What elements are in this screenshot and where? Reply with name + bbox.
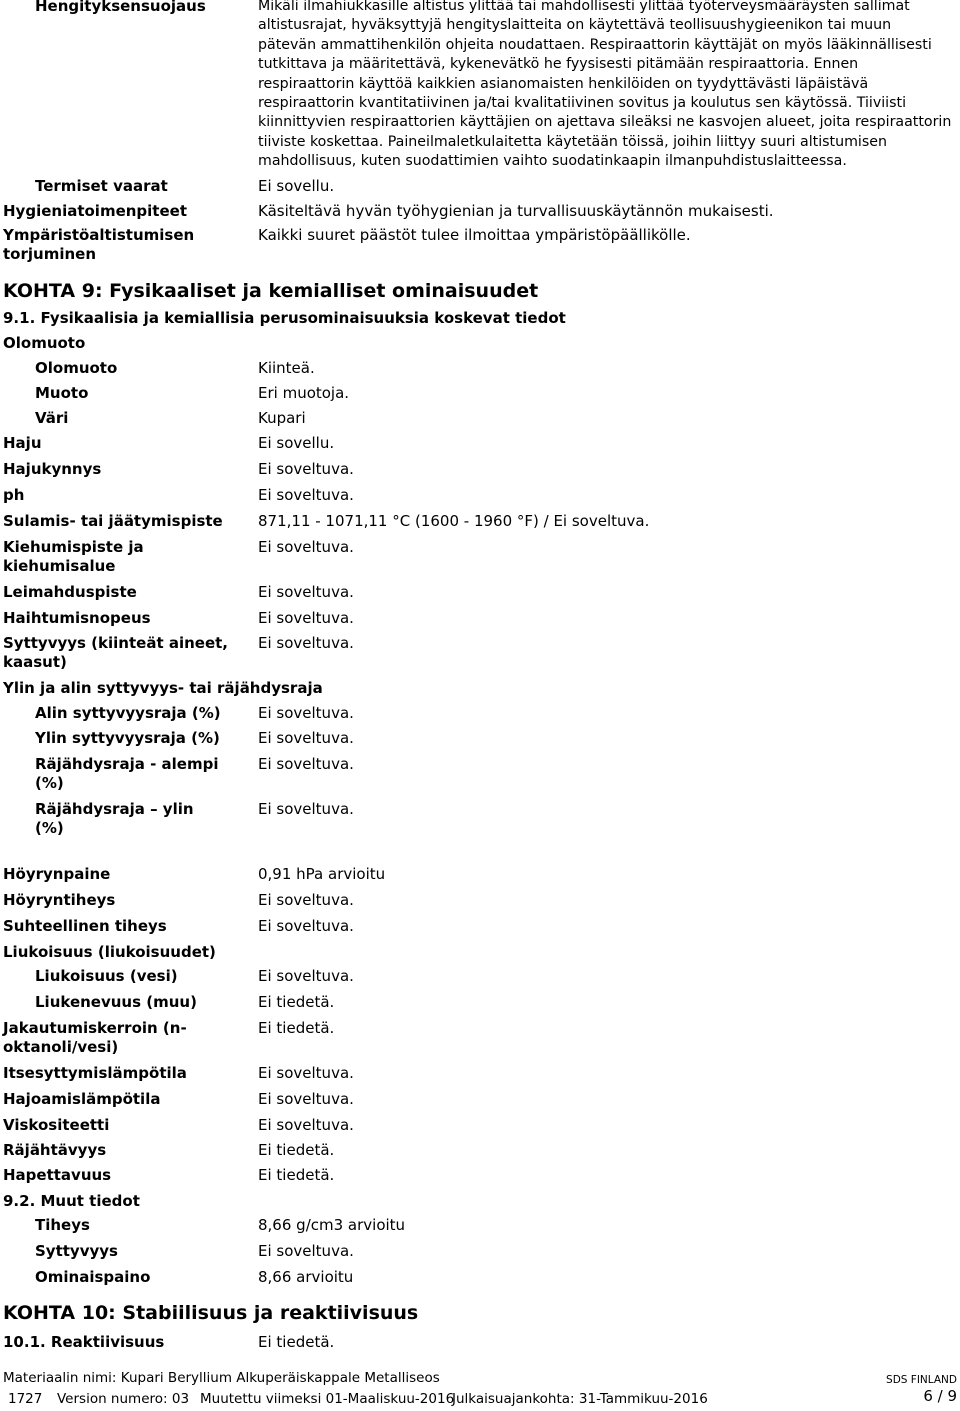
haju-label: Haju <box>3 434 42 452</box>
alin-value: Ei soveltuva. <box>258 704 354 722</box>
reaktiivisuus-label: 10.1. Reaktiivisuus <box>3 1333 165 1351</box>
liuk-vesi-label: Liukoisuus (vesi) <box>35 967 178 985</box>
suht-tiheys-label: Suhteellinen tiheys <box>3 917 167 935</box>
footer-sds: SDS FINLAND <box>886 1374 957 1386</box>
ph-value: Ei soveltuva. <box>258 486 354 504</box>
raj-alempi-label: Räjähdysraja - alempi (%) <box>35 755 219 792</box>
viskositeetti-label: Viskositeetti <box>3 1116 110 1134</box>
liukoisuus-group: Liukoisuus (liukoisuudet) <box>3 943 216 961</box>
raja-group: Ylin ja alin syttyvyys- tai räjähdysraja <box>3 679 323 697</box>
hoyryntiheys-label: Höyryntiheys <box>3 891 116 909</box>
liukenevuus-value: Ei tiedetä. <box>258 993 335 1011</box>
hoyrynpaine-value: 0,91 hPa arvioitu <box>258 865 386 883</box>
haihtumis-label: Haihtumisnopeus <box>3 609 151 627</box>
hajoamis-label: Hajoamislämpötila <box>3 1090 161 1108</box>
hajukynnys-label: Hajukynnys <box>3 460 102 478</box>
leimahdus-value: Ei soveltuva. <box>258 583 354 601</box>
kiehumis-value: Ei soveltuva. <box>258 538 354 556</box>
hoyryntiheys-value: Ei soveltuva. <box>258 891 354 909</box>
itsesyttymis-value: Ei soveltuva. <box>258 1064 354 1082</box>
hengityksensuojaus-text: Mikäli ilmahiukkasille altistus ylittää tai mahdollisesti ylittää työterveysmääräysten sallimat altistusrajat, hyväksyttyjä hengityslaitteita on käytettävä teollisuushygieenikon tai muun pätevän ammattihenkilön ohjeita noudattaen. Respiraattorin käyttäjät on myös lääkinnällisesti tutkittava ja määritettävä, kykenevätkö he fyysisesti pitämään respiraattoria. Ennen respiraattorin käyttöä kaikkien asianomaisten henkilöiden on tyydyttävästi läpäistävä respiraattorin kvantitatiivinen ja/tai kvalitatiivinen sovitus ja koulutus sen käytössä. Tiiviisti kiinnittyvien respiraattorien käyttäjien on ajettava sileäksi ne kasvojen alueet, joita respiraattorin tiiviste koskettaa. Paineilmaletkulaitetta käytetään töissä, joihin liittyy suuri altistumisen mahdollisuus, kuten suodattimien vaihto suodatinkaapin ilmanpuhdistuslaitteessa. <box>258 0 952 170</box>
ominaispaino-value: 8,66 arvioitu <box>258 1268 354 1286</box>
muoto-value: Eri muotoja. <box>258 384 350 402</box>
footer-published: Julkaisuajankohta: 31-Tammikuu-2016 <box>452 1391 708 1407</box>
ominaispaino-label: Ominaispaino <box>35 1268 151 1286</box>
hengityksensuojaus-label: Hengityksensuojaus <box>35 0 206 15</box>
itsesyttymis-label: Itsesyttymislämpötila <box>3 1064 187 1082</box>
hygienia-label: Hygieniatoimenpiteet <box>3 202 187 220</box>
haju-value: Ei sovellu. <box>258 434 335 452</box>
leimahdus-label: Leimahduspiste <box>3 583 137 601</box>
olomuoto-value: Kiinteä. <box>258 359 315 377</box>
tiheys-value: 8,66 g/cm3 arvioitu <box>258 1216 406 1234</box>
sulamis-label: Sulamis- tai jäätymispiste <box>3 512 223 530</box>
olomuoto-label: Olomuoto <box>35 359 118 377</box>
termiset-value: Ei sovellu. <box>258 177 335 195</box>
liukenevuus-label: Liukenevuus (muu) <box>35 993 197 1011</box>
liuk-vesi-value: Ei soveltuva. <box>258 967 354 985</box>
footer-page: 6 / 9 <box>923 1387 957 1405</box>
olomuoto-group: Olomuoto <box>3 334 86 352</box>
vari-label: Väri <box>35 409 69 427</box>
syttyvyys2-value: Ei soveltuva. <box>258 1242 354 1260</box>
ylin-value: Ei soveltuva. <box>258 729 354 747</box>
syttyvyys-label: Syttyvyys (kiinteät aineet, kaasut) <box>3 634 228 671</box>
sulamis-value: 871,11 - 1071,11 °C (1600 - 1960 °F) / Ei soveltuva. <box>258 512 650 530</box>
rajahtavyys-value: Ei tiedetä. <box>258 1141 335 1159</box>
raj-alempi-value: Ei soveltuva. <box>258 755 354 773</box>
jakautumis-value: Ei tiedetä. <box>258 1019 335 1037</box>
ymparisto-label: Ympäristöaltistumisen torjuminen <box>3 226 195 263</box>
ph-label: ph <box>3 486 25 504</box>
hajukynnys-value: Ei soveltuva. <box>258 460 354 478</box>
hoyrynpaine-label: Höyrynpaine <box>3 865 111 883</box>
ylin-label: Ylin syttyvyysraja (%) <box>35 729 220 747</box>
ymparisto-value: Kaikki suuret päästöt tulee ilmoittaa ympäristöpäällikölle. <box>258 226 691 244</box>
footer-code: 1727 <box>8 1391 43 1407</box>
raj-ylin-label: Räjähdysraja – ylin (%) <box>35 800 194 837</box>
syttyvyys2-label: Syttyvyys <box>35 1242 118 1260</box>
suht-tiheys-value: Ei soveltuva. <box>258 917 354 935</box>
syttyvyys-value: Ei soveltuva. <box>258 634 354 652</box>
muoto-label: Muoto <box>35 384 89 402</box>
hygienia-value: Käsiteltävä hyvän työhygienian ja turvallisuuskäytännön mukaisesti. <box>258 202 774 220</box>
vari-value: Kupari <box>258 409 306 427</box>
section-9-2-title: 9.2. Muut tiedot <box>3 1192 140 1210</box>
kiehumis-label: Kiehumispiste ja kiehumisalue <box>3 538 144 575</box>
raj-ylin-value: Ei soveltuva. <box>258 800 354 818</box>
jakautumis-label: Jakautumiskerroin (n-oktanoli/vesi) <box>3 1019 187 1056</box>
hajoamis-value: Ei soveltuva. <box>258 1090 354 1108</box>
section-9-1-title: 9.1. Fysikaalisia ja kemiallisia perusominaisuuksia koskevat tiedot <box>3 309 566 327</box>
footer-material: Materiaalin nimi: Kupari Beryllium Alkuperäiskappale Metalliseos <box>3 1370 440 1386</box>
rajahtavyys-label: Räjähtävyys <box>3 1141 107 1159</box>
section-9-title: KOHTA 9: Fysikaaliset ja kemialliset ominaisuudet <box>3 280 539 302</box>
termiset-label: Termiset vaarat <box>35 177 168 195</box>
section-10-title: KOHTA 10: Stabiilisuus ja reaktiivisuus <box>3 1302 419 1324</box>
footer-version: Version numero: 03 <box>57 1391 190 1407</box>
hapettavuus-value: Ei tiedetä. <box>258 1166 335 1184</box>
tiheys-label: Tiheys <box>35 1216 90 1234</box>
viskositeetti-value: Ei soveltuva. <box>258 1116 354 1134</box>
footer-modified: Muutettu viimeksi 01-Maaliskuu-2016 <box>200 1391 455 1407</box>
alin-label: Alin syttyvyysraja (%) <box>35 704 221 722</box>
hapettavuus-label: Hapettavuus <box>3 1166 112 1184</box>
reaktiivisuus-value: Ei tiedetä. <box>258 1333 335 1351</box>
haihtumis-value: Ei soveltuva. <box>258 609 354 627</box>
